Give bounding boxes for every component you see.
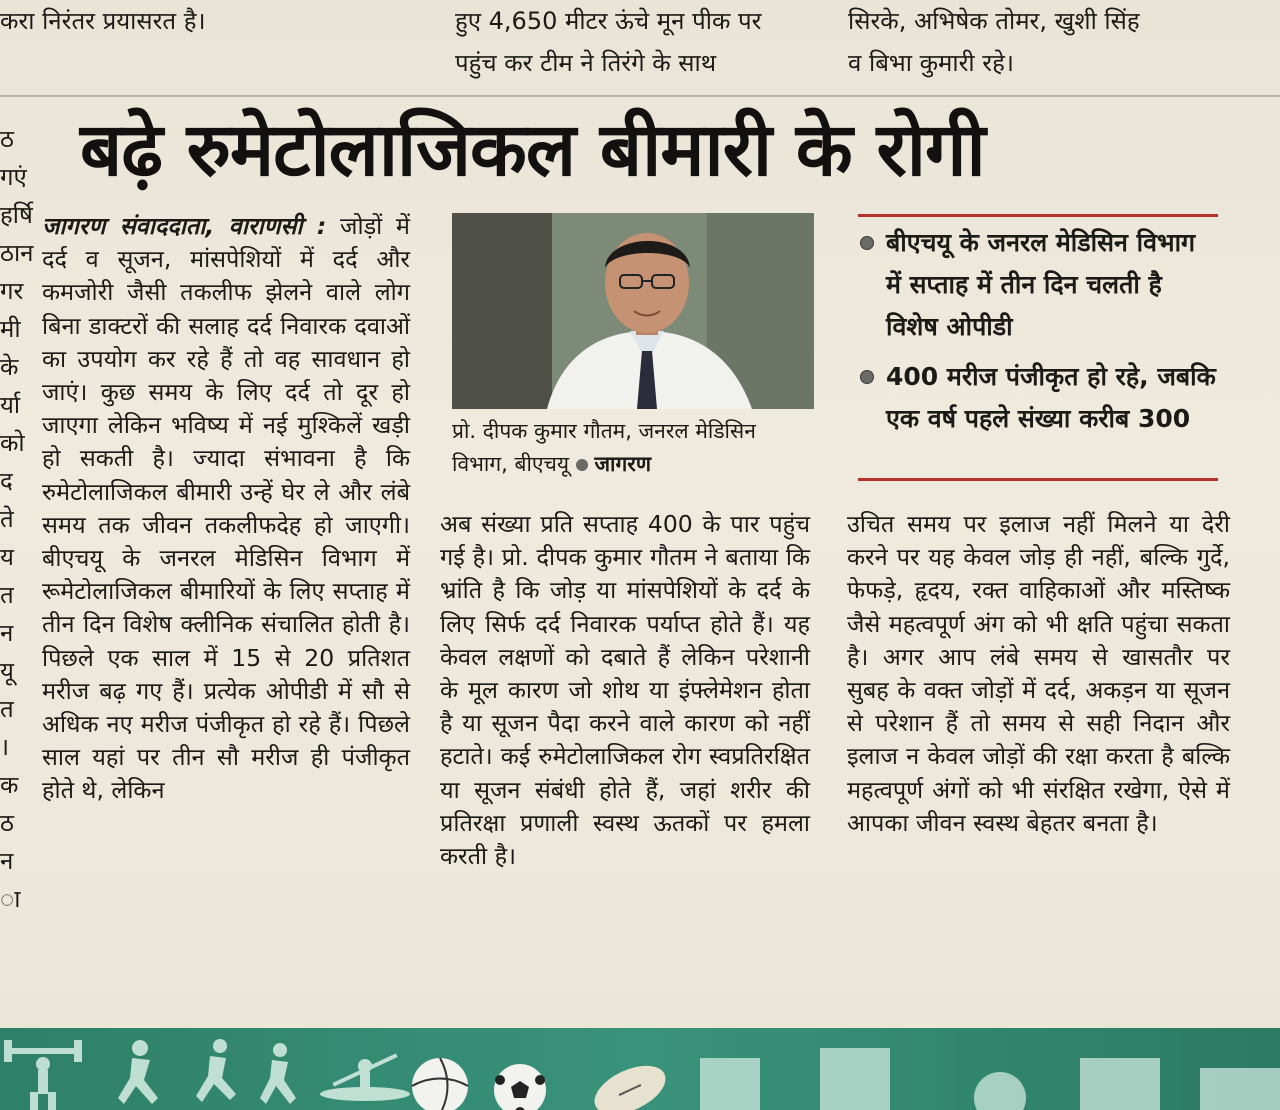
bullet-icon bbox=[860, 370, 874, 384]
edge-fragment: य bbox=[0, 543, 14, 571]
edge-fragment: न bbox=[0, 847, 14, 875]
edge-fragment: क bbox=[0, 771, 19, 799]
weightlifter-icon bbox=[4, 1040, 82, 1110]
top-fragment-right-line: व बिभा कुमारी रहे। bbox=[848, 49, 1014, 77]
doctor-portrait-image bbox=[452, 213, 814, 409]
bullet-icon bbox=[860, 236, 874, 250]
article-paragraph: उचित समय पर इलाज नहीं मिलने या देरी करने पर यह केवल जोड़ ही नहीं, बल्कि गुर्दे, फेफड़े, हृदय, रक्त वाहिकाओं और मस्तिष्क जैसे महत्वपूर्ण अंग को भी क्षति पहुंचा सकता है। अगर आप लंबे समय से खासतौर पर सुबह के वक्त जोड़ों में दर्द, अकड़न या सूजन से परेशान हैं तो समय से सही निदान और इलाज न केवल जोड़ों की रक्षा करता है बल्कि महत्वपूर्ण अंगों को भी संरक्षित रखेगा, ऐसे में आपका जीवन स्वस्थ बेहतर बनता है। bbox=[847, 510, 1230, 837]
edge-fragment: त bbox=[0, 695, 14, 723]
article-column-2 bbox=[440, 508, 810, 873]
runner-icon bbox=[196, 1039, 236, 1102]
edge-fragment: त bbox=[0, 581, 14, 609]
top-fragment-right bbox=[848, 0, 1218, 84]
highlight-item: 400 मरीज पंजीकृत हो रहे, जबकि एक वर्ष पहले संख्या करीब 300 bbox=[858, 356, 1218, 440]
article-column-3 bbox=[847, 508, 1230, 840]
football-icon bbox=[494, 1064, 546, 1110]
rugby-ball-icon bbox=[587, 1056, 673, 1110]
edge-fragment: के bbox=[0, 353, 19, 381]
dateline: जागरण संवाददाता, वाराणसी : bbox=[42, 212, 327, 240]
top-fragment-middle bbox=[455, 0, 820, 84]
top-fragment-right-line: सिरके, अभिषेक तोमर, खुशी सिंह bbox=[848, 7, 1140, 35]
caption-text: प्रो. दीपक कुमार गौतम, जनरल मेडिसिन विभाग, बीएचयू bbox=[452, 419, 756, 476]
edge-fragment: ठ bbox=[0, 809, 14, 837]
edge-fragment: ठान bbox=[0, 239, 34, 267]
edge-fragment: गएं bbox=[0, 163, 27, 191]
edge-fragment: न bbox=[0, 619, 14, 647]
doctor-photo bbox=[452, 213, 814, 409]
kayak-icon bbox=[320, 1053, 410, 1101]
edge-fragment: को bbox=[0, 429, 25, 457]
highlights-bottom-rule bbox=[858, 478, 1218, 481]
highlight-item: बीएचयू के जनरल मेडिसिन विभाग में सप्ताह में तीन दिन चलती है विशेष ओपीडी bbox=[858, 222, 1218, 348]
edge-fragment: ठ bbox=[0, 125, 14, 153]
camera-dot-icon bbox=[576, 459, 588, 471]
headline: बढ़े रुमेटोलाजिकल बीमारी के रोगी bbox=[80, 107, 985, 193]
edge-fragment: ते bbox=[0, 505, 14, 533]
edge-fragment: मी bbox=[0, 315, 21, 343]
article-paragraph: अब संख्या प्रति सप्ताह 400 के पार पहुंच गई है। प्रो. दीपक कुमार गौतम ने बताया कि भ्रांति है कि जोड़ या मांसपेशियों के दर्द के लिए सिर्फ दर्द निवारक पर्याप्त होते हैं। यह केवल लक्षणों को दबाते हैं लेकिन परेशानी के मूल कारण जो शोथ या इंफ्लेमेशन होता है या सूजन पैदा करने वाले कारण को नहीं हटाते। कई रुमेटोलाजिकल रोग स्वप्रतिरक्षित या सूजन संबंधी होते हैं, जहां शरीर की प्रतिरक्षा प्रणाली स्वस्थ ऊतकों पर हमला करती है। bbox=[440, 510, 810, 871]
runner-icon bbox=[118, 1040, 158, 1104]
edge-fragment: हर्षि bbox=[0, 201, 33, 229]
top-fragment-middle-line: पहुंच कर टीम ने तिरंगे के साथ bbox=[455, 49, 717, 77]
edge-fragment: र्या bbox=[0, 391, 21, 419]
highlights-top-rule bbox=[858, 214, 1218, 217]
photo-caption bbox=[452, 415, 814, 481]
top-divider bbox=[0, 95, 1280, 97]
left-edge-column bbox=[0, 120, 40, 918]
edge-fragment: । bbox=[0, 733, 10, 761]
top-fragment-middle-line: हुए 4,650 मीटर ऊंचे मून पीक पर bbox=[455, 7, 762, 35]
runner-icon bbox=[260, 1043, 296, 1104]
edge-fragment: यू bbox=[0, 657, 14, 685]
top-fragment-left: करा निरंतर प्रयासरत है। bbox=[0, 7, 206, 35]
edge-fragment: गर bbox=[0, 277, 24, 305]
edge-fragment: ा bbox=[0, 885, 21, 913]
highlights-box bbox=[858, 222, 1218, 440]
volleyball-icon bbox=[412, 1058, 468, 1110]
article-text: जोड़ों में दर्द व सूजन, मांसपेशियों में दर्द और कमजोरी जैसी तकलीफ झेलने वाले लोग बिना डाक्टरों की सलाह दर्द निवारक दवाओं का उपयोग कर रहे हैं तो वह सावधान हो जाएं। कुछ समय के लिए दर्द तो दूर हो जाएगा लेकिन भविष्य में नई मुश्किलें खड़ी हो सकती है। ज्यादा संभावना है कि रुमेटोलाजिकल बीमारी उन्हें घेर ले और लंबे समय तक जीवन तकलीफदेह हो जाएगी। बीएचयू के जनरल मेडिसिन विभाग में रूमेटोलाजिकल बीमारियों के लिए सप्ताह में तीन दिन विशेष क्लीनिक संचालित होती है। पिछले एक साल में 15 से 20 प्रतिशत मरीज बढ़ गए हैं। प्रत्येक ओपीडी में सौ से अधिक नए मरीज पंजीकृत हो रहे हैं। पिछले साल यहां पर तीन सौ मरीज ही पंजीकृत होते थे, लेकिन bbox=[42, 212, 410, 805]
sports-banner bbox=[0, 1028, 1280, 1110]
edge-fragment: द bbox=[0, 467, 13, 495]
article-column-1 bbox=[42, 210, 410, 808]
article-paragraph bbox=[42, 210, 410, 808]
sports-icons-strip bbox=[0, 1028, 1280, 1110]
caption-credit: जागरण bbox=[594, 452, 652, 476]
